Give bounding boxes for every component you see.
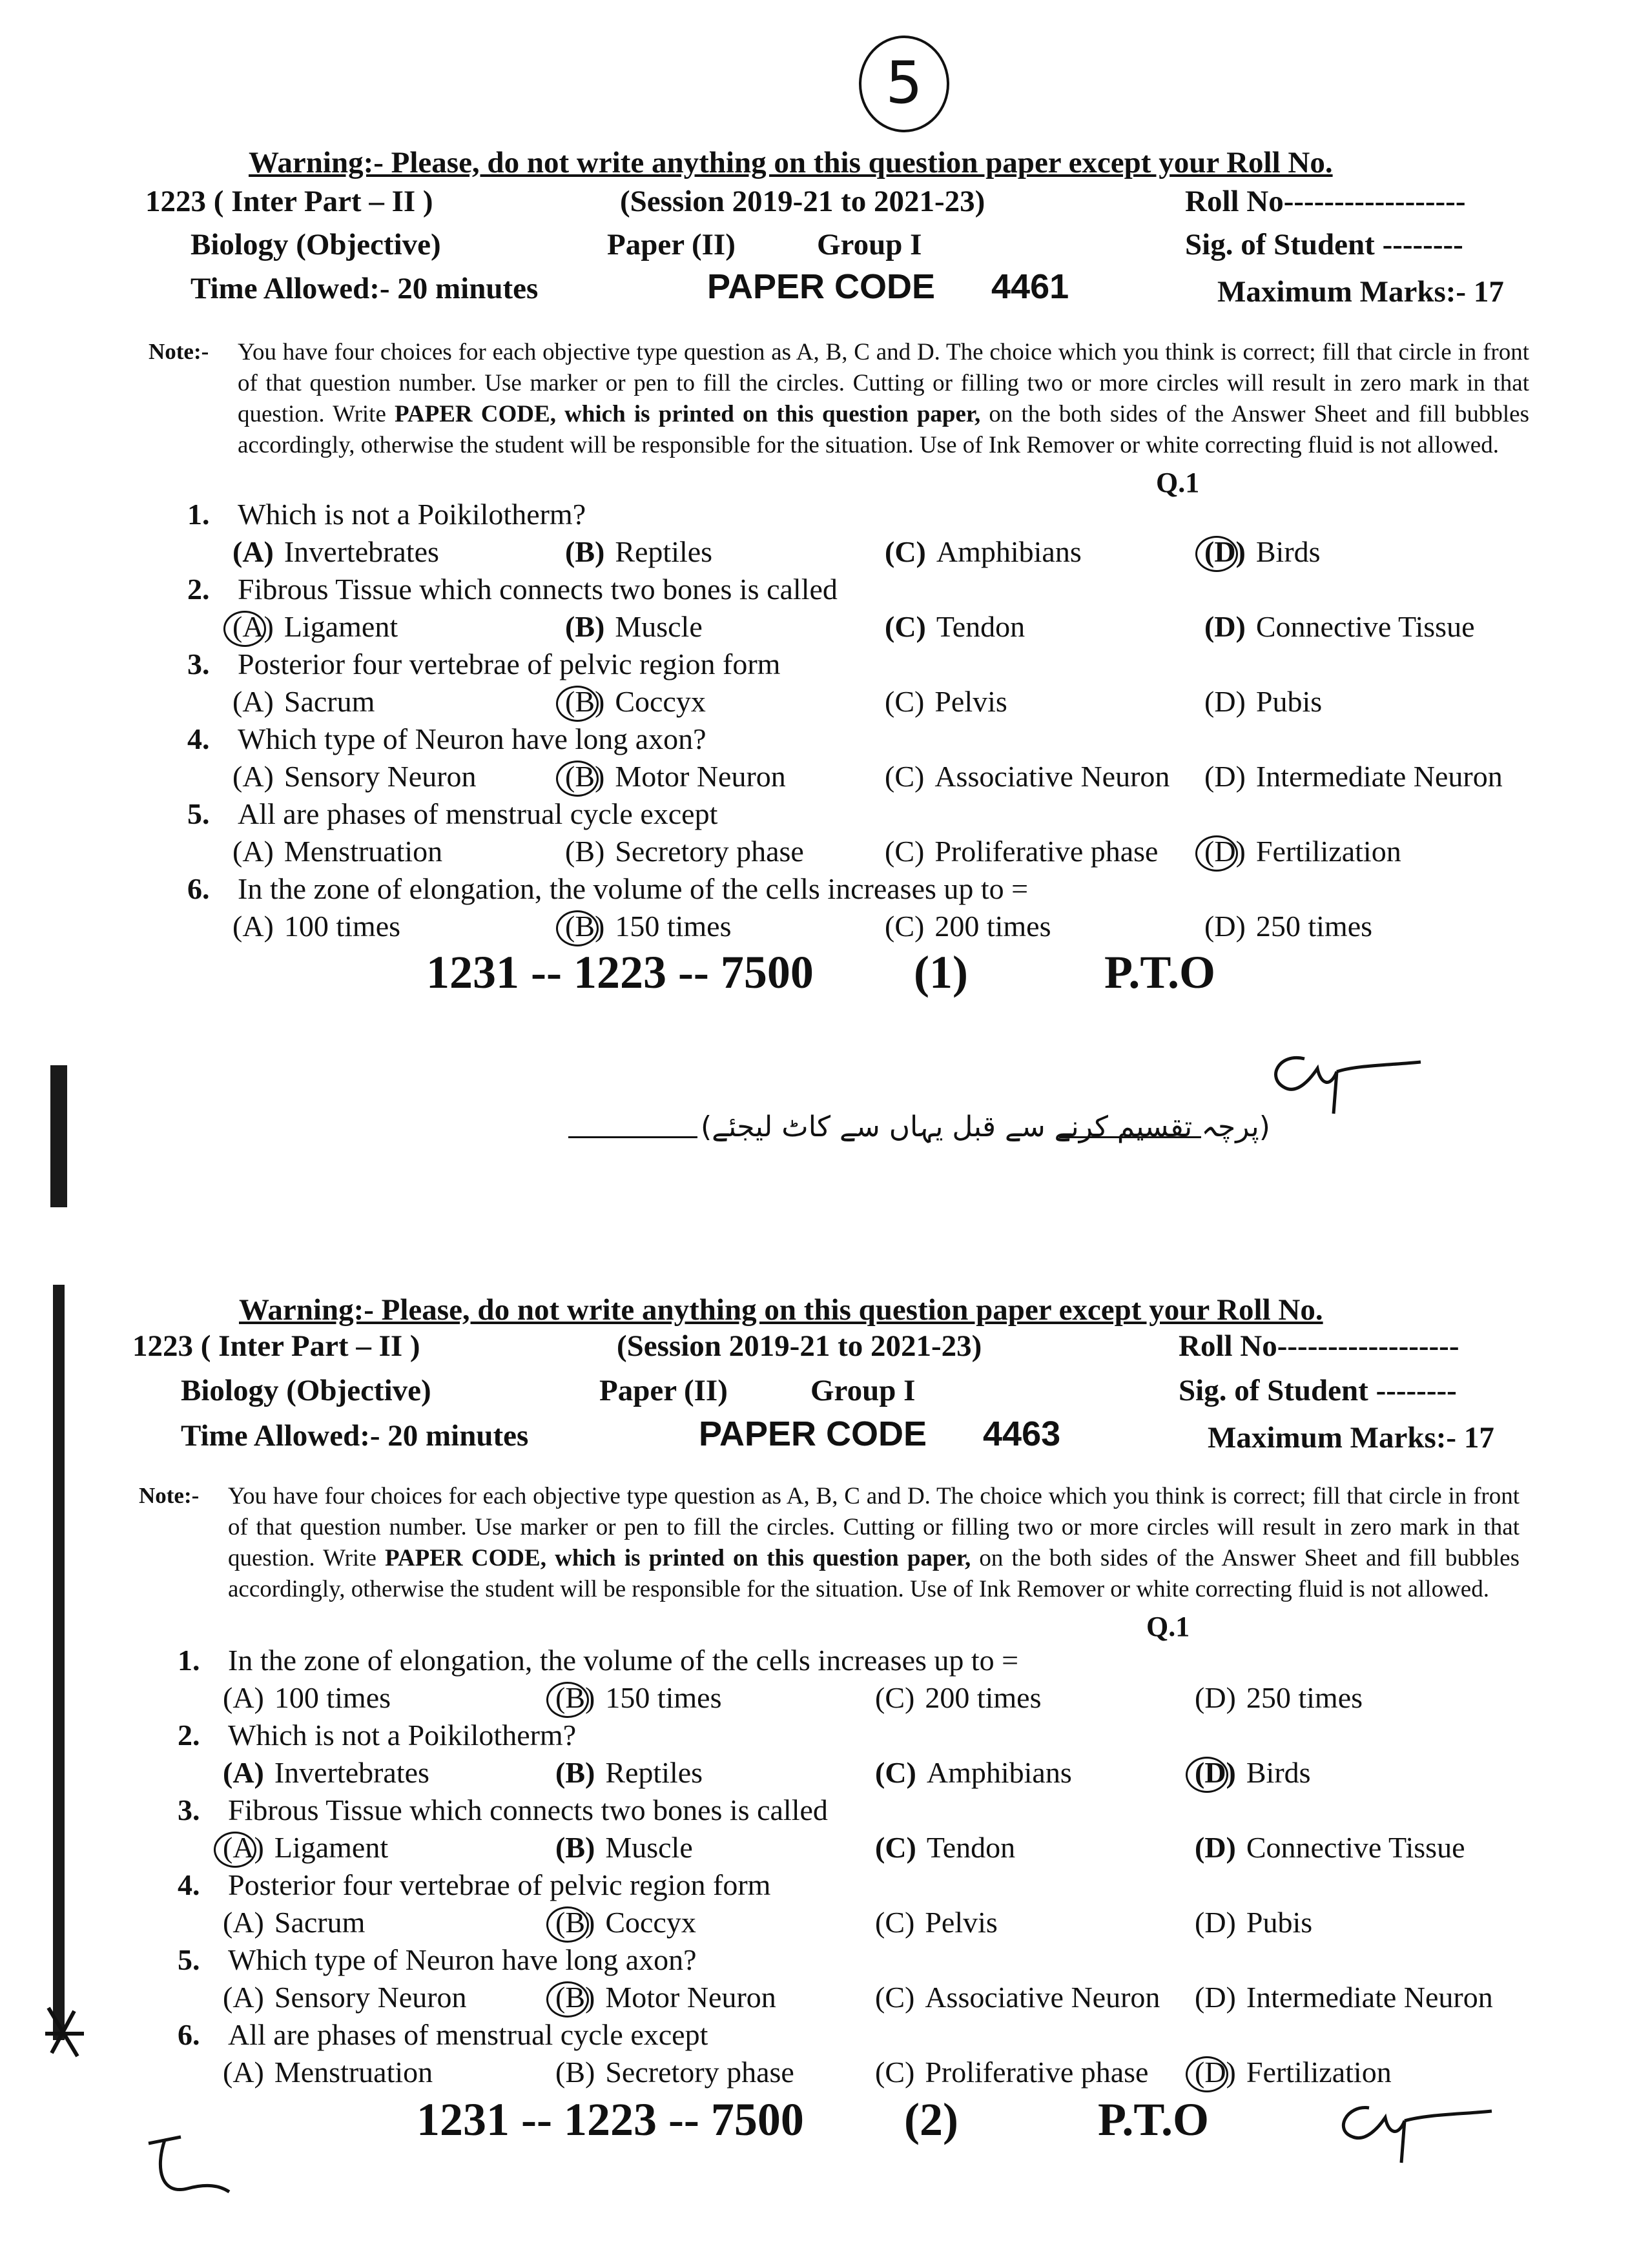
selected-answer-circle (546, 1682, 589, 1718)
option-letter (1204, 609, 1246, 644)
option-letter-text: (A) (223, 1756, 264, 1789)
option-letter (555, 1681, 595, 1715)
option-letter (1204, 834, 1246, 868)
answer-option-d (1195, 1905, 1312, 1939)
option-letter-text: (C) (885, 685, 925, 718)
option-letter-text: (A) (223, 2056, 264, 2089)
warning-line: Warning:- Please, do not write anything on this question paper except your Roll No. (249, 146, 1333, 179)
answer-option-c (875, 1755, 1072, 1790)
option-text: Proliferative phase (925, 2056, 1149, 2089)
option-letter-text: (C) (885, 610, 926, 643)
option-text: Invertebrates (274, 1756, 429, 1789)
option-letter (555, 1980, 595, 2014)
option-text: Fertilization (1255, 835, 1401, 868)
option-letter (223, 1905, 264, 1939)
option-letter-text: (C) (875, 1906, 915, 1939)
question-text: In the zone of elongation, the volume of the cells increases up to = (228, 1644, 1019, 1677)
option-letter (565, 535, 604, 569)
question-block-label: Q.1 (1156, 467, 1200, 498)
option-letter (1204, 684, 1246, 719)
option-text: Sacrum (283, 685, 375, 718)
option-letter-text: (C) (885, 910, 925, 943)
question-number: 5. (178, 1943, 200, 1976)
option-text: Birds (1255, 535, 1321, 568)
page-number-text: 5 (885, 49, 923, 117)
option-letter (885, 609, 926, 644)
answer-option-d (1204, 684, 1322, 719)
option-text: 250 times (1246, 1681, 1363, 1714)
selected-answer-circle (1186, 1757, 1228, 1793)
selected-answer-circle (556, 761, 599, 797)
option-letter-text: (D) (1195, 1906, 1236, 1939)
option-letter (565, 684, 604, 719)
roll-no-field: Roll No------------------ (1179, 1329, 1459, 1363)
option-text: Sacrum (274, 1906, 366, 1939)
answer-option-b (555, 1980, 776, 2014)
question-text: Which type of Neuron have long axon? (228, 1943, 697, 1976)
footer-code: 1231 -- 1223 -- 7500 (417, 2094, 804, 2145)
selected-answer-circle (556, 910, 599, 946)
option-letter-text: (C) (885, 760, 925, 793)
subject: Biology (Objective) (191, 228, 441, 261)
answer-option-a (223, 1830, 388, 1864)
answer-option-d (1195, 1980, 1493, 2014)
selected-answer-circle (1195, 536, 1238, 572)
handwritten-initials (1330, 2085, 1498, 2169)
option-letter-text: (D) (1204, 760, 1246, 793)
option-text: Coccyx (605, 1906, 696, 1939)
option-text: Sensory Neuron (274, 1981, 467, 2014)
option-letter-text: (B) (555, 2056, 595, 2089)
option-letter-text: (A) (232, 685, 274, 718)
answer-option-d (1195, 2055, 1392, 2089)
student-signature-field: Sig. of Student -------- (1185, 228, 1463, 261)
option-letter (1195, 1905, 1236, 1939)
option-text: 250 times (1255, 910, 1373, 943)
question-number: 3. (178, 1793, 200, 1826)
option-letter-text: (B) (565, 535, 605, 568)
footer-page: (2) (904, 2094, 958, 2145)
footer-code: 1231 -- 1223 -- 7500 (426, 946, 814, 998)
option-text: Connective Tissue (1255, 610, 1475, 643)
cut-line-left (568, 1136, 697, 1138)
answer-option-b (565, 909, 732, 943)
option-text: Coccyx (615, 685, 706, 718)
option-letter (232, 684, 274, 719)
answer-option-d (1195, 1681, 1363, 1715)
option-letter-text: (C) (885, 535, 926, 568)
answer-option-c (875, 1980, 1160, 2014)
answer-option-b (565, 535, 712, 569)
group: Group I (810, 1374, 916, 1407)
option-letter (223, 1980, 264, 2014)
question-text: Which is not a Poikilotherm? (228, 1719, 577, 1752)
option-text: Menstruation (274, 2056, 433, 2089)
question-text: All are phases of menstrual cycle except (228, 2018, 708, 2051)
option-letter (1204, 535, 1246, 569)
option-letter-text: (D) (1204, 685, 1246, 718)
question-number: 1. (187, 498, 210, 531)
option-letter (1204, 909, 1246, 943)
question-number: 5. (187, 797, 210, 830)
option-letter (232, 535, 274, 569)
option-letter (875, 1905, 914, 1939)
option-letter (555, 2055, 595, 2089)
answer-option-a (232, 609, 398, 644)
option-letter-text: (D) (1195, 1981, 1236, 2014)
session: (Session 2019-21 to 2021-23) (617, 1329, 982, 1363)
option-letter-text: (D) (1195, 1681, 1236, 1714)
scan-margin-strip (53, 1285, 65, 2040)
selected-answer-circle (556, 686, 599, 722)
option-letter-text: (C) (875, 1756, 916, 1789)
answer-option-d (1204, 909, 1372, 943)
option-letter-text: (B) (565, 835, 605, 868)
option-letter (565, 909, 604, 943)
question-number: 4. (178, 1868, 200, 1901)
option-letter (565, 609, 604, 644)
question-number: 2. (187, 573, 210, 606)
option-letter-text: (D) (1204, 835, 1246, 868)
paper-number: Paper (II) (607, 228, 736, 261)
option-letter (885, 535, 926, 569)
option-text: Ligament (274, 1831, 389, 1864)
option-text: 100 times (274, 1681, 391, 1714)
answer-option-c (875, 2055, 1148, 2089)
answer-option-c (885, 909, 1051, 943)
option-letter (565, 759, 604, 793)
option-text: 200 times (925, 1681, 1042, 1714)
option-letter (885, 684, 924, 719)
option-text: Amphibians (926, 1756, 1072, 1789)
answer-option-a (223, 1905, 365, 1939)
option-letter-text: (C) (875, 1981, 915, 2014)
option-letter-text: (C) (875, 2056, 915, 2089)
note-label: Note:- (149, 339, 209, 364)
option-letter-text: (A) (232, 760, 274, 793)
option-text: Proliferative phase (934, 835, 1159, 868)
answer-option-a (223, 1755, 429, 1790)
option-letter (1195, 1980, 1236, 2014)
question-text: Fibrous Tissue which connects two bones is called (238, 573, 838, 606)
class-code: 1223 ( Inter Part – II ) (132, 1329, 420, 1363)
answer-option-a (232, 759, 477, 793)
answer-option-a (232, 535, 439, 569)
instructions-note: You have four choices for each objective type question as A, B, C and D. The choice which you think is correct; fill that circle in front of that question number. Use marker or pen to fill the circles. Cutting or filling two or more circles will result in zero mark in that question. Write PAPER CODE, which is printed on this question paper, on the both sides of the Answer Sheet and fill bubbles accordingly, otherwise the student will be responsible for the situation. Use of Ink Remover or white correcting fluid is not allowed. (238, 339, 1529, 458)
answer-option-d (1204, 834, 1401, 868)
selected-answer-circle (1195, 835, 1238, 872)
option-letter (232, 609, 274, 644)
selected-answer-circle (223, 611, 266, 647)
answer-option-b (555, 1681, 722, 1715)
option-letter-text: (B) (565, 610, 605, 643)
option-text: Pelvis (925, 1906, 998, 1939)
option-letter-text: (B) (565, 685, 605, 718)
question-block-label: Q.1 (1146, 1611, 1190, 1642)
note-label: Note:- (139, 1483, 200, 1508)
option-letter-text: (B) (555, 1906, 595, 1939)
option-letter-text: (B) (565, 760, 605, 793)
handwritten-initials (1259, 1033, 1427, 1123)
answer-option-c (885, 609, 1025, 644)
answer-option-a (232, 834, 442, 868)
question-text: In the zone of elongation, the volume of the cells increases up to = (238, 872, 1029, 905)
option-letter (1195, 1755, 1236, 1790)
option-letter (1195, 2055, 1236, 2089)
option-letter-text: (B) (555, 1981, 595, 2014)
option-text: 150 times (605, 1681, 722, 1714)
student-signature-field: Sig. of Student -------- (1179, 1374, 1457, 1407)
option-text: Pelvis (934, 685, 1007, 718)
option-letter-text: (B) (565, 910, 605, 943)
option-letter (875, 1830, 916, 1864)
option-text: Associative Neuron (925, 1981, 1160, 2014)
answer-option-c (885, 535, 1082, 569)
option-letter-text: (D) (1195, 1831, 1236, 1864)
answer-option-b (565, 684, 706, 719)
footer-pto: P.T.O (1098, 2094, 1210, 2145)
option-letter (223, 1830, 264, 1864)
answer-option-a (232, 684, 375, 719)
answer-option-b (555, 1830, 693, 1864)
option-letter-text: (A) (232, 535, 274, 568)
option-text: Menstruation (283, 835, 443, 868)
answer-option-b (555, 2055, 794, 2089)
maximum-marks: Maximum Marks:- 17 (1217, 275, 1504, 309)
answer-option-d (1204, 759, 1503, 793)
answer-option-b (555, 1905, 696, 1939)
subject: Biology (Objective) (181, 1374, 431, 1407)
option-text: Connective Tissue (1246, 1831, 1465, 1864)
option-text: Secretory phase (615, 835, 804, 868)
paper-code-label: PAPER CODE (699, 1415, 927, 1453)
selected-answer-circle (214, 1832, 256, 1868)
option-text: Fertilization (1246, 2056, 1392, 2089)
answer-option-d (1204, 535, 1321, 569)
option-text: Reptiles (605, 1756, 703, 1789)
answer-option-c (875, 1681, 1042, 1715)
roll-no-field: Roll No------------------ (1185, 185, 1466, 218)
option-text: Invertebrates (283, 535, 439, 568)
option-letter-text: (C) (885, 835, 925, 868)
option-letter-text: (D) (1204, 910, 1246, 943)
question-number: 6. (187, 872, 210, 905)
option-letter (565, 834, 604, 868)
option-letter-text: (C) (875, 1681, 915, 1714)
option-text: Intermediate Neuron (1255, 760, 1503, 793)
question-number: 3. (187, 648, 210, 680)
option-letter-text: (A) (223, 1831, 264, 1864)
option-text: Motor Neuron (615, 760, 786, 793)
question-number: 2. (178, 1719, 200, 1752)
question-number: 1. (178, 1644, 200, 1677)
option-text: Muscle (615, 610, 703, 643)
answer-option-c (885, 684, 1007, 719)
answer-option-c (885, 759, 1170, 793)
selected-answer-circle (546, 1906, 589, 1943)
time-allowed: Time Allowed:- 20 minutes (191, 272, 539, 305)
option-letter-text: (B) (555, 1831, 595, 1864)
option-text: Pubis (1255, 685, 1323, 718)
option-letter (885, 759, 924, 793)
question-text: Posterior four vertebrae of pelvic region form (238, 648, 781, 680)
option-letter-text: (A) (232, 610, 274, 643)
question-number: 4. (187, 722, 210, 755)
footer-page: (1) (914, 946, 968, 998)
answer-option-c (875, 1830, 1015, 1864)
option-letter-text: (B) (555, 1756, 595, 1789)
option-letter-text: (C) (875, 1831, 916, 1864)
selected-answer-circle (546, 1981, 589, 2018)
instructions-note: You have four choices for each objective type question as A, B, C and D. The choice which you think is correct; fill that circle in front of that question number. Use marker or pen to fill the circles. Cutting or filling two or more circles will result in zero mark in that question. Write PAPER CODE, which is printed on this question paper, on the both sides of the Answer Sheet and fill bubbles accordingly, otherwise the student will be responsible for the situation. Use of Ink Remover or white correcting fluid is not allowed. (228, 1483, 1520, 1602)
answer-option-d (1195, 1830, 1465, 1864)
answer-option-d (1195, 1755, 1311, 1790)
paper-code-value: 4461 (991, 267, 1069, 306)
cut-instruction: (پرچہ تقسیم کرنے سے قبل یہاں سے کاٹ لیجئے) (701, 1110, 1270, 1143)
option-letter (223, 1681, 264, 1715)
option-letter-text: (D) (1195, 1756, 1236, 1789)
option-letter (223, 1755, 264, 1790)
paper-code-value: 4463 (983, 1415, 1061, 1453)
option-letter (875, 2055, 914, 2089)
selected-answer-circle (1186, 2056, 1228, 2092)
option-letter-text: (A) (223, 1906, 264, 1939)
option-letter (555, 1905, 595, 1939)
option-text: Tendon (926, 1831, 1016, 1864)
option-letter (875, 1980, 914, 2014)
maximum-marks: Maximum Marks:- 17 (1208, 1421, 1494, 1455)
group: Group I (817, 228, 922, 261)
option-text: Secretory phase (605, 2056, 794, 2089)
cut-line-right (1059, 1136, 1201, 1138)
option-letter-text: (A) (232, 835, 274, 868)
paper-number: Paper (II) (599, 1374, 728, 1407)
option-letter (223, 2055, 264, 2089)
option-letter-text: (D) (1204, 610, 1246, 643)
page-number-mark (859, 36, 949, 132)
option-text: Tendon (936, 610, 1026, 643)
option-letter-text: (A) (223, 1981, 264, 2014)
question-text: All are phases of menstrual cycle except (238, 797, 718, 830)
option-text: Birds (1246, 1756, 1311, 1789)
answer-option-b (565, 759, 786, 793)
session: (Session 2019-21 to 2021-23) (620, 185, 985, 218)
answer-option-a (232, 909, 400, 943)
option-text: Reptiles (615, 535, 713, 568)
question-number: 6. (178, 2018, 200, 2051)
option-letter (232, 834, 274, 868)
option-letter (1204, 759, 1246, 793)
option-letter-text: (D) (1204, 535, 1246, 568)
class-code: 1223 ( Inter Part – II ) (145, 185, 433, 218)
option-text: 200 times (934, 910, 1051, 943)
question-text: Fibrous Tissue which connects two bones is called (228, 1793, 828, 1826)
answer-option-a (223, 1980, 467, 2014)
option-text: Muscle (605, 1831, 693, 1864)
option-text: Associative Neuron (934, 760, 1170, 793)
answer-option-a (223, 2055, 433, 2089)
warning-line: Warning:- Please, do not write anything on this question paper except your Roll No. (239, 1293, 1323, 1327)
answer-option-b (555, 1755, 703, 1790)
option-text: Intermediate Neuron (1246, 1981, 1493, 2014)
answer-option-d (1204, 609, 1475, 644)
option-letter (875, 1681, 914, 1715)
option-text: Sensory Neuron (283, 760, 477, 793)
option-letter (1195, 1681, 1236, 1715)
option-letter (232, 759, 274, 793)
option-text: 150 times (615, 910, 732, 943)
question-text: Posterior four vertebrae of pelvic region form (228, 1868, 771, 1901)
footer-pto: P.T.O (1104, 946, 1216, 998)
answer-option-b (565, 834, 804, 868)
option-letter (555, 1755, 595, 1790)
option-text: 100 times (283, 910, 401, 943)
paper-code-label: PAPER CODE (707, 267, 936, 306)
time-allowed: Time Allowed:- 20 minutes (181, 1419, 529, 1453)
margin-mark (39, 2001, 90, 2066)
option-text: Pubis (1246, 1906, 1313, 1939)
option-letter-text: (D) (1195, 2056, 1236, 2089)
handwritten-mark (136, 2124, 232, 2208)
answer-option-b (565, 609, 703, 644)
scan-margin-strip (50, 1065, 67, 1207)
option-letter (885, 909, 924, 943)
option-letter (232, 909, 274, 943)
option-letter-text: (B) (555, 1681, 595, 1714)
option-letter-text: (A) (232, 910, 274, 943)
option-letter (1195, 1830, 1236, 1864)
answer-option-a (223, 1681, 391, 1715)
question-text: Which is not a Poikilotherm? (238, 498, 586, 531)
option-text: Amphibians (936, 535, 1082, 568)
answer-option-c (875, 1905, 998, 1939)
option-text: Motor Neuron (605, 1981, 776, 2014)
option-text: Ligament (283, 610, 398, 643)
option-letter (885, 834, 924, 868)
option-letter (555, 1830, 595, 1864)
answer-option-c (885, 834, 1158, 868)
option-letter-text: (A) (223, 1681, 264, 1714)
option-letter (875, 1755, 916, 1790)
question-text: Which type of Neuron have long axon? (238, 722, 706, 755)
